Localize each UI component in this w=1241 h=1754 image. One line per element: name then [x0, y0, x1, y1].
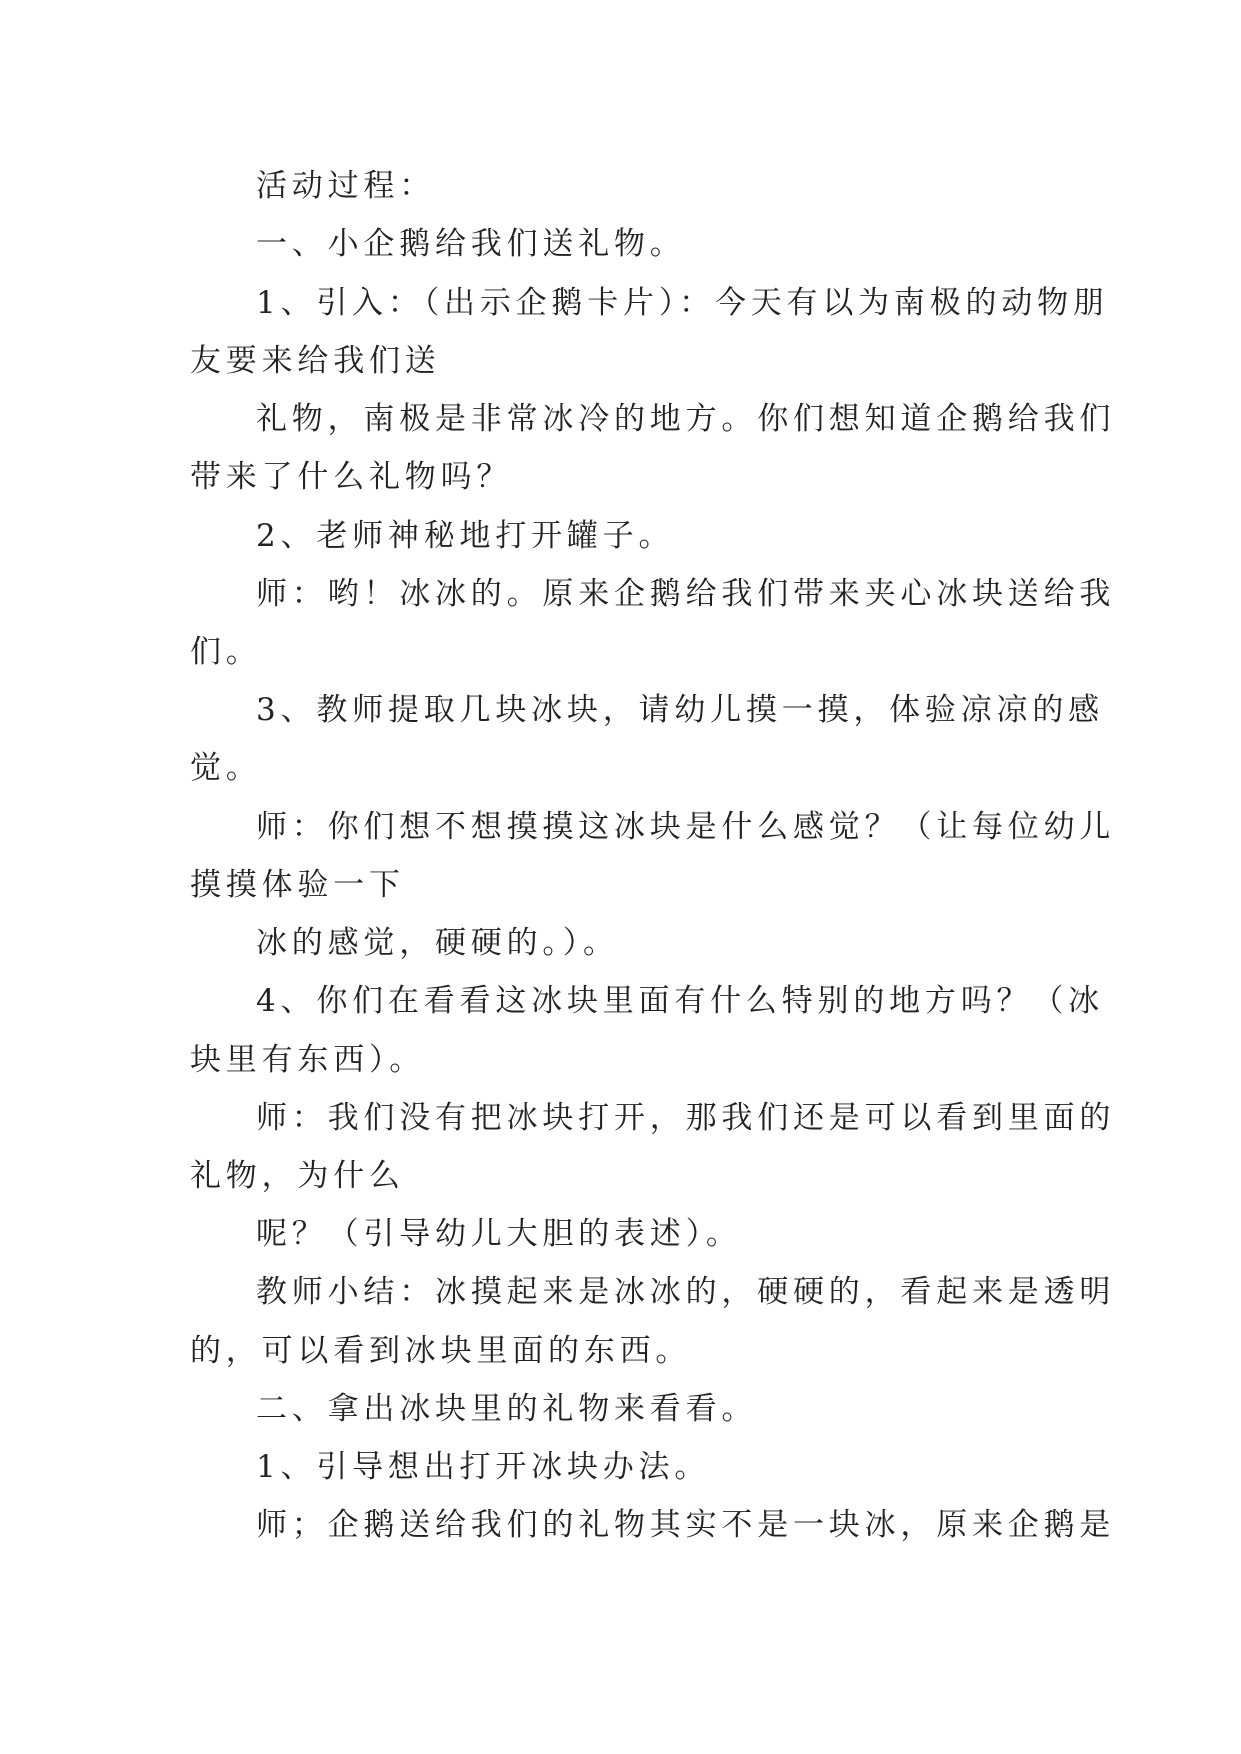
paragraph-line: 摸摸体验一下	[190, 867, 405, 903]
paragraph-line: 友要来给我们送	[190, 343, 441, 379]
paragraph-line: 教师小结：冰摸起来是冰冰的，硬硬的，看起来是透明	[256, 1274, 1116, 1310]
paragraph-line: 师：我们没有把冰块打开，那我们还是可以看到里面的	[256, 1100, 1116, 1136]
paragraph-line: 的，可以看到冰块里面的东西。	[190, 1333, 692, 1369]
section-heading-activity-process: 活动过程：	[256, 168, 435, 204]
paragraph-line: 3、教师提取几块冰块，请幼儿摸一摸，体验凉凉的感	[256, 692, 1104, 728]
paragraph-line: 师：哟！冰冰的。原来企鹅给我们带来夹心冰块送给我	[256, 576, 1116, 612]
paragraph-line: 师；企鹅送给我们的礼物其实不是一块冰，原来企鹅是	[256, 1507, 1116, 1543]
paragraph-line: 1、引入：（出示企鹅卡片）：今天有以为南极的动物朋	[256, 285, 1109, 321]
paragraph-line: 带来了什么礼物吗？	[190, 459, 513, 495]
paragraph-line: 觉。	[190, 750, 262, 786]
paragraph-line: 4、你们在看看这冰块里面有什么特别的地方吗？（冰	[256, 983, 1104, 1019]
paragraph-line: 礼物，南极是非常冰冷的地方。你们想知道企鹅给我们	[256, 401, 1116, 437]
paragraph-line: 1、引导想出打开冰块办法。	[256, 1449, 711, 1485]
paragraph-line: 呢？（引导幼儿大胆的表述）。	[256, 1216, 742, 1252]
paragraph-line: 们。	[190, 634, 262, 670]
paragraph-line: 冰的感觉，硬硬的。）。	[256, 925, 619, 961]
paragraph-line: 2、老师神秘地打开罐子。	[256, 518, 675, 554]
section-heading-part-one: 一、小企鹅给我们送礼物。	[256, 226, 686, 262]
paragraph-line: 礼物，为什么	[190, 1158, 405, 1194]
section-heading-part-two: 二、拿出冰块里的礼物来看看。	[256, 1391, 758, 1427]
paragraph-line: 师：你们想不想摸摸这冰块是什么感觉？（让每位幼儿	[256, 809, 1116, 845]
paragraph-line: 块里有东西）。	[190, 1042, 426, 1078]
